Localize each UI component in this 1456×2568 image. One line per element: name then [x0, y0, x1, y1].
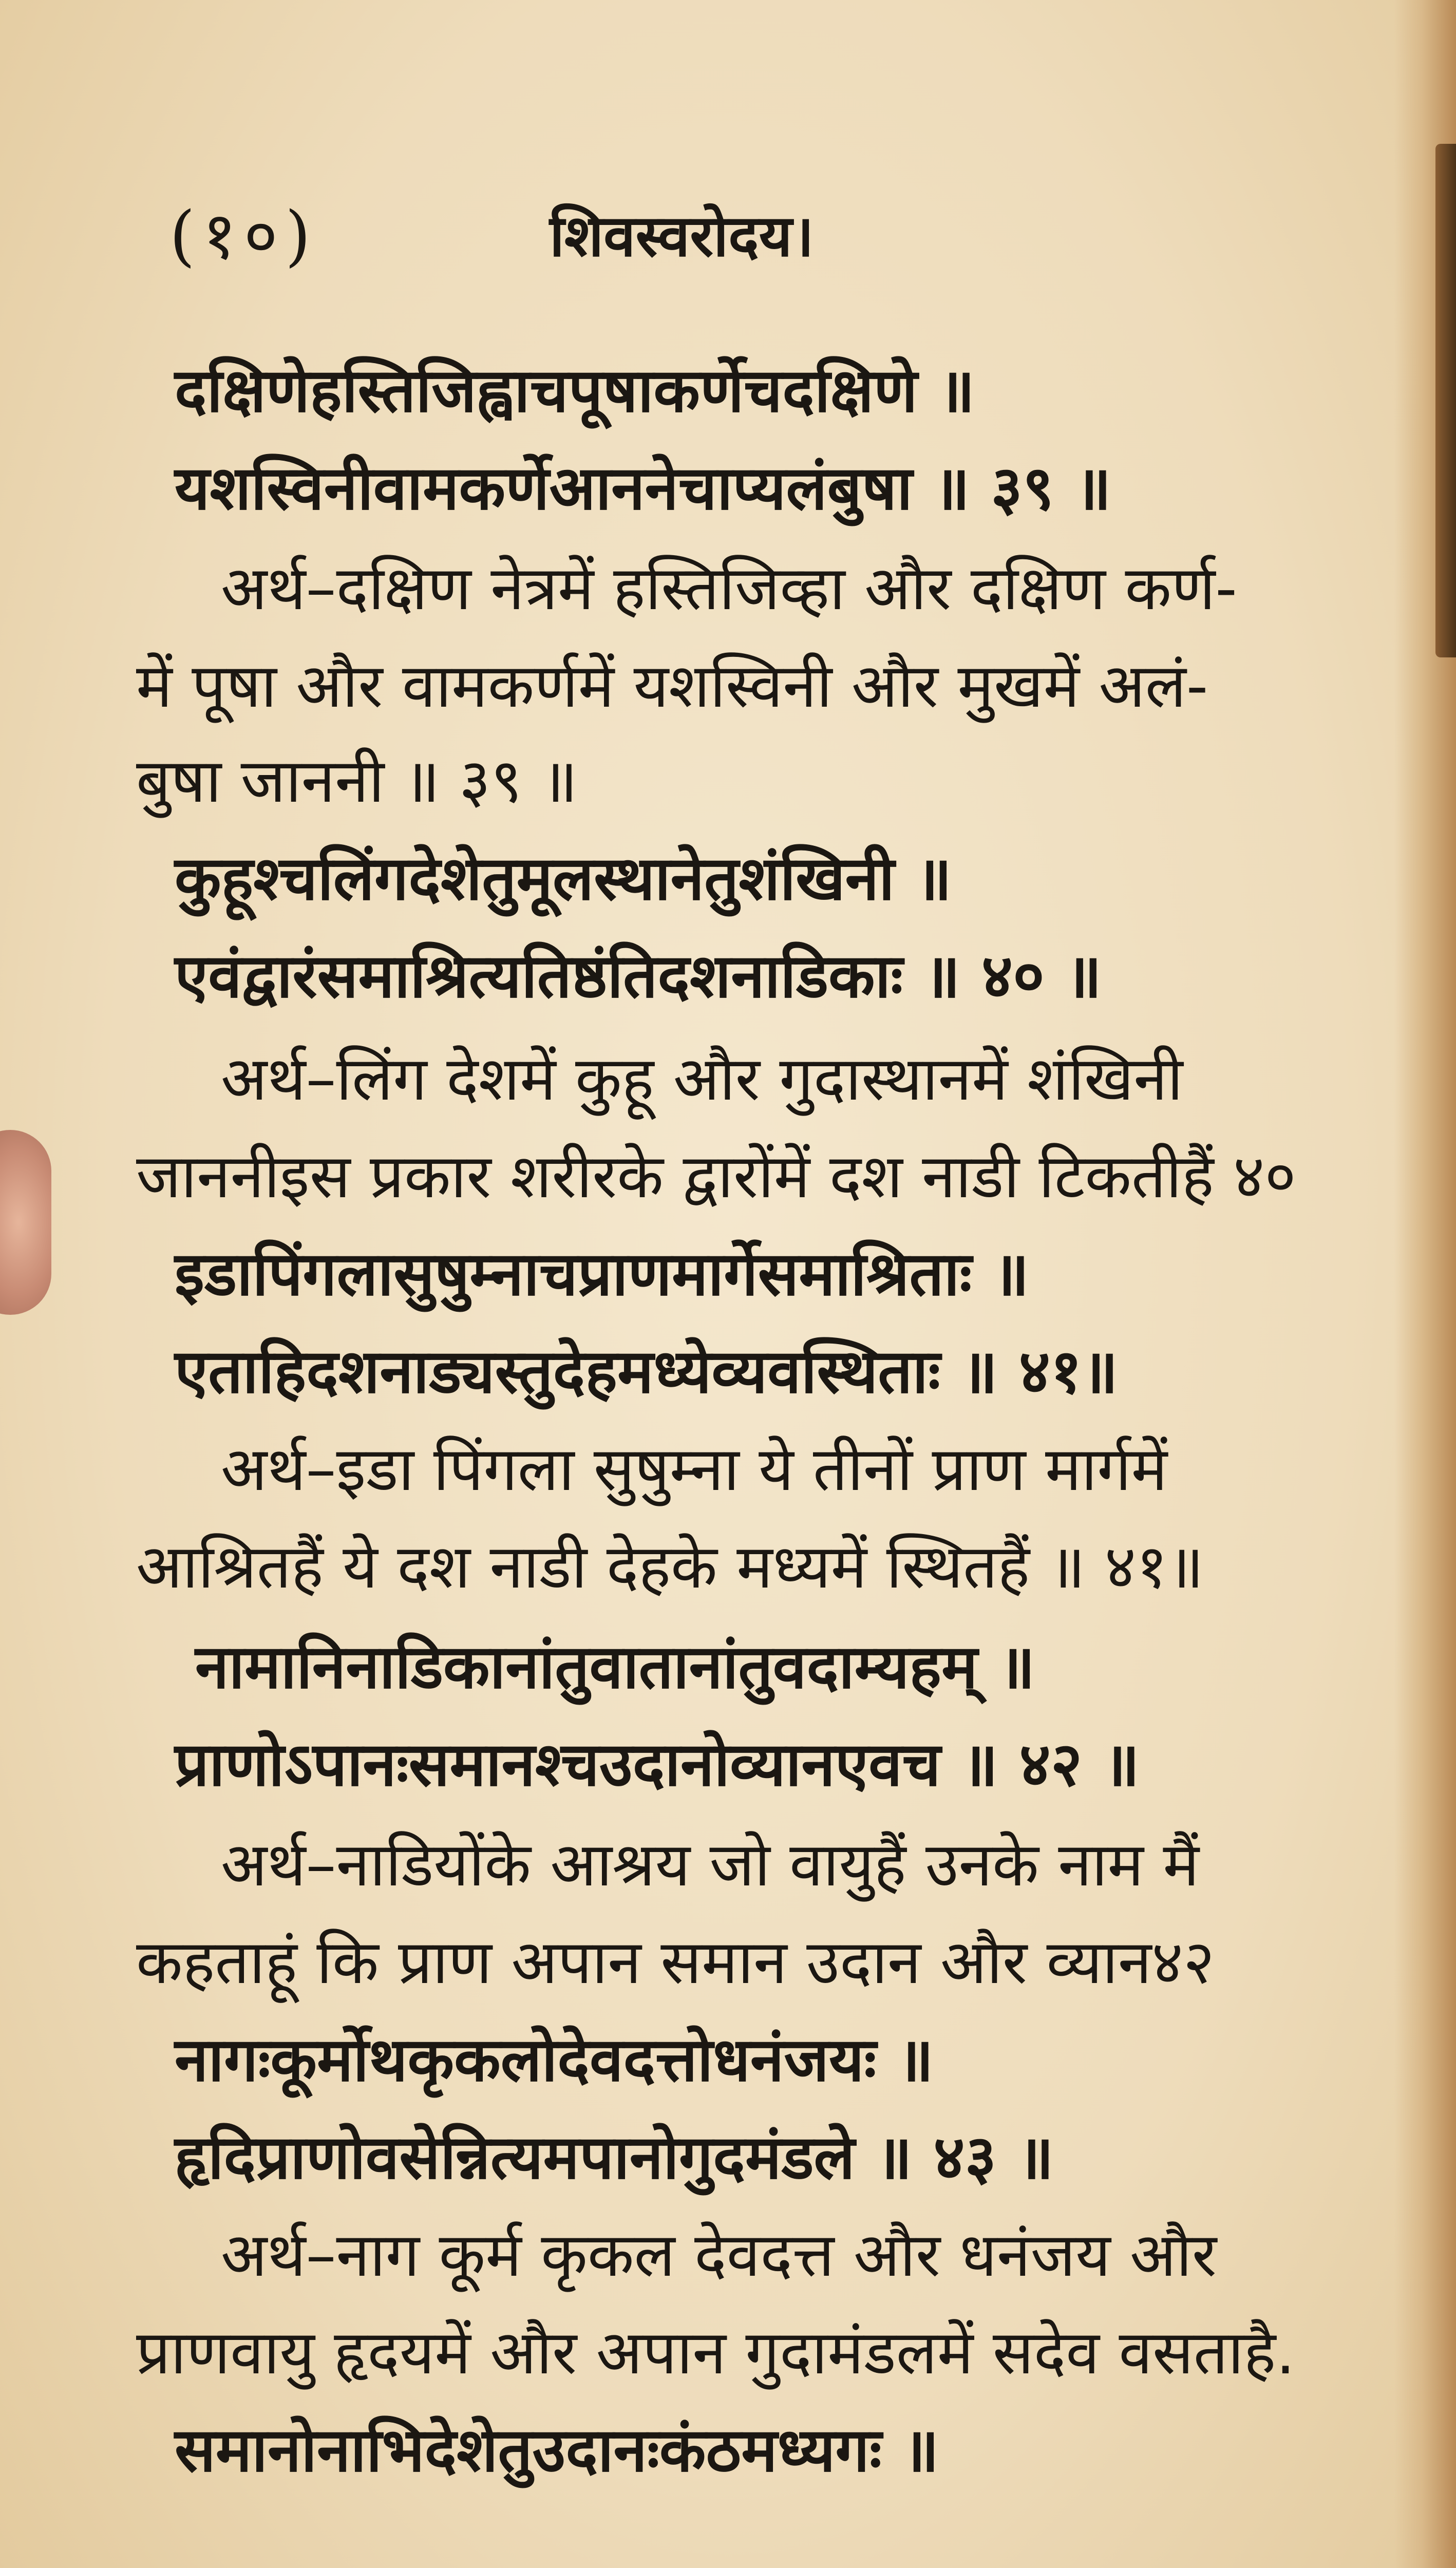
text-line: प्राणोऽपानःसमानश्चउदानोव्यानएवच ॥ ४२ ॥	[175, 1729, 1140, 1800]
text-line: इडापिंगलासुषुम्नाचप्राणमार्गेसमाश्रिताः ॥	[175, 1238, 1029, 1309]
page-number: (१०)	[169, 198, 318, 274]
text-line: जाननीइस प्रकार शरीरके द्वारोंमें दश नाडी टिकतीहैं ४०	[136, 1141, 1296, 1212]
text-line: में पूषा और वामकर्णमें यशस्विनी और मुखमें अलं-	[136, 650, 1208, 721]
text-line: हृदिप्राणोवसेन्नित्यमपानोगुदमंडले ॥ ४३ ॥	[175, 2122, 1054, 2193]
text-line: अर्थ–लिंग देशमें कुहू और गुदास्थानमें शंखिनी	[221, 1043, 1183, 1114]
text-line: कुहूश्चलिंगदेशेतुमूलस्थानेतुशंखिनी ॥	[175, 843, 952, 914]
text-line: समानोनाभिदेशेतुउदानःकंठमध्यगः ॥	[175, 2414, 939, 2485]
running-title: शिवस्वरोदय।	[550, 203, 814, 270]
text-line: आश्रितहैं ये दश नाडी देहके मध्यमें स्थितहैं ॥ ४१॥	[136, 1531, 1204, 1602]
text-line: प्राणवायु हृदयमें और अपान गुदामंडलमें सदेव वसताहै.	[136, 2317, 1295, 2388]
text-line: नागःकूर्मोथकृकलोदेवदत्तोधनंजयः ॥	[175, 2024, 934, 2095]
text-line: कहताहूं कि प्राण अपान समान उदान और व्यान४२	[136, 1927, 1215, 1997]
text-line: अर्थ–नाग कूर्म कृकल देवदत्त और धनंजय और	[221, 2219, 1217, 2290]
text-line: एताहिदशनाड्यस्तुदेहमध्येव्यवस्थिताः ॥ ४१॥	[175, 1336, 1119, 1407]
text-line: अर्थ–नाडियोंके आश्रय जो वायुहैं उनके नाम मैं	[221, 1829, 1199, 1900]
text-line: दक्षिणेहस्तिजिह्वाचपूषाकर्णेचदक्षिणे ॥	[175, 355, 975, 426]
text-line: नामानिनाडिकानांतुवातानांतुवदाम्यहम् ॥	[195, 1631, 1035, 1702]
text-line: अर्थ–इडा पिंगला सुषुम्ना ये तीनों प्राण मार्गमें	[221, 1433, 1168, 1504]
text-line: अर्थ–दक्षिण नेत्रमें हस्तिजिव्हा और दक्षिण कर्ण-	[221, 553, 1237, 624]
text-line: एवंद्वारंसमाश्रित्यतिष्ठंतिदशनाडिकाः ॥ ४० ॥	[175, 940, 1102, 1011]
text-line: यशस्विनीवामकर्णेआननेचाप्यलंबुषा ॥ ३९ ॥	[175, 452, 1111, 523]
text-line: बुषा जाननी ॥ ३९ ॥	[136, 745, 578, 816]
